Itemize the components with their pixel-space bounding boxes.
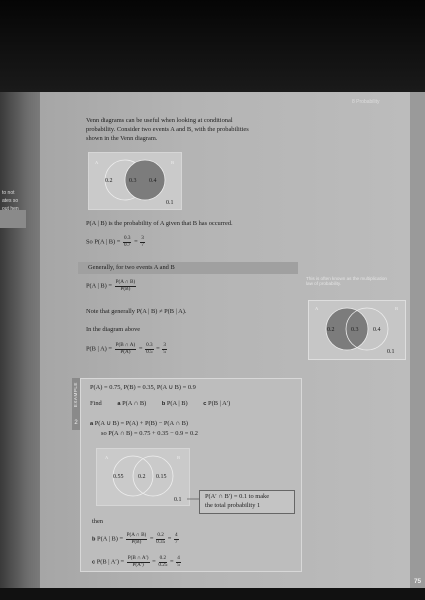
page-number: 75 <box>414 578 422 585</box>
label-b: B <box>395 306 399 311</box>
denominator: 5 <box>177 561 180 568</box>
running-header: 8 Probability <box>352 99 380 105</box>
intro-line: Venn diagrams can be useful when looking at conditional <box>86 117 233 124</box>
solution-b-label: b <box>92 536 96 543</box>
part-c-text: P(B | A′) <box>208 400 231 407</box>
right-page-edge <box>410 92 425 588</box>
note-line: Note that generally P(A | B) ≠ P(B | A). <box>86 308 187 315</box>
solution-c: c P(B | A′) = $\frac{P(B \cap A')}{P(A')}$ = $\frac{0.2}{0.25}$ = $\frac{4}{5}$ <box>92 555 180 568</box>
denominator: P(B) <box>131 538 142 545</box>
part-c-label: c <box>203 401 207 407</box>
part-b-text: P(A | B) <box>166 400 188 407</box>
fraction <box>176 556 181 568</box>
fraction <box>156 533 165 545</box>
fraction <box>127 556 150 568</box>
callout-box <box>199 490 295 514</box>
numerator: 3 <box>163 342 166 348</box>
numerator: P(A ∩ B) <box>126 532 147 538</box>
solution-a-line2: so P(A ∩ B) = 0.75 + 0.35 − 0.9 = 0.2 <box>101 430 198 437</box>
label-b: B <box>177 455 181 460</box>
label-a: A <box>315 306 319 311</box>
general-formula <box>86 280 137 292</box>
numerator: P(B ∩ A′) <box>127 555 149 561</box>
label-a: A <box>105 455 109 460</box>
value-intersection: 0.2 <box>138 474 146 480</box>
numerator: P(B ∩ A) <box>115 342 136 348</box>
denominator: 0.25 <box>158 561 168 568</box>
denominator: 0.7 <box>123 241 131 248</box>
denominator: 7 <box>141 241 144 248</box>
numerator: 0.3 <box>123 235 131 241</box>
so-lhs: So P(A | B) = <box>86 238 121 246</box>
dark-background-bottom <box>0 588 425 600</box>
left-page-edge <box>0 92 40 588</box>
denominator: 5 <box>163 348 166 355</box>
solution-c-label: c <box>92 559 96 566</box>
numerator: 0.2 <box>157 532 164 538</box>
solution-b-lhs: P(A | B) = <box>97 535 124 543</box>
solution-a-text: P(A ∪ B) = P(A) + P(B) − P(A ∩ B) <box>94 420 188 427</box>
numerator: P(A ∩ B) <box>115 279 136 285</box>
value-only-a: 0.2 <box>105 178 113 184</box>
left-page-text: to not <box>2 190 15 196</box>
fraction <box>123 236 131 248</box>
solution-a-line1 <box>90 420 188 428</box>
then-word: then <box>92 518 104 525</box>
definition-text: P(A | B) is the probability of A given that B has occurred. <box>86 220 233 227</box>
solution-a-label: a <box>90 421 94 427</box>
numerator: 4 <box>175 532 178 538</box>
pba-lhs: P(B | A) = <box>86 345 113 353</box>
denominator: P(A′) <box>132 561 144 568</box>
denominator: 7 <box>175 538 178 545</box>
fraction <box>115 343 137 355</box>
side-note: This is often known as the multiplication law of probability. <box>306 276 387 287</box>
intro-line: shown in the Venn diagram. <box>86 135 158 142</box>
value-intersection: 0.3 <box>129 178 137 184</box>
equals: = <box>134 238 138 246</box>
numerator: 0.2 <box>159 555 167 561</box>
left-page-text: out hen <box>2 206 19 212</box>
numerator: 3 <box>141 235 144 241</box>
denominator: 0.5 <box>146 348 153 355</box>
example-number: 2 <box>72 420 80 430</box>
value-only-b: 0.4 <box>149 178 157 184</box>
value-only-a: 0.55 <box>113 474 124 480</box>
fraction <box>145 343 153 355</box>
left-page-tab <box>0 210 26 228</box>
part-a-label: a <box>117 401 121 407</box>
value-outside: 0.1 <box>166 200 174 206</box>
fraction <box>115 280 137 292</box>
label-a: A <box>95 160 99 165</box>
denominator: P(B) <box>120 285 131 292</box>
label-b: B <box>171 160 175 165</box>
intro-line: probability. Consider two events A and B, with the probabilities <box>86 126 249 133</box>
formula-lhs: P(A | B) = <box>86 282 113 290</box>
value-only-b: 0.4 <box>373 327 381 333</box>
value-outside: 0.1 <box>174 497 182 503</box>
denominator: P(A) <box>120 348 131 355</box>
value-only-a: 0.2 <box>327 327 335 333</box>
find-line <box>90 400 230 408</box>
value-only-b: 0.15 <box>156 474 167 480</box>
solution-b: b P(A | B) = $\frac{P(A \cap B)}{P(B)}$ = $\frac{0.2}{0.35}$ = $\frac{4}{7}$ <box>92 532 178 545</box>
part-b-label: b <box>161 401 166 407</box>
fraction <box>174 533 179 545</box>
value-outside: 0.1 <box>387 349 395 355</box>
fraction <box>158 556 167 568</box>
find-word: Find <box>90 400 102 407</box>
solution-c-lhs: P(B | A′) = <box>96 558 125 566</box>
general-heading: Generally, for two events A and B <box>88 264 175 271</box>
fraction <box>126 533 148 545</box>
numerator: 0.3 <box>146 342 153 348</box>
dark-background-top <box>0 0 425 92</box>
numerator: 4 <box>177 555 180 561</box>
pba-line: P(B | A) = $\frac{P(B \cap A)}{P(A)}$ = $\frac{0.3}{0.5}$ = $\frac{3}{5}$ <box>86 342 166 355</box>
left-page-text: ates so <box>2 198 19 204</box>
part-a-text: P(A ∩ B) <box>122 400 147 407</box>
value-intersection: 0.3 <box>351 327 359 333</box>
denominator: 0.35 <box>156 538 166 545</box>
diagram-above: In the diagram above <box>86 326 141 333</box>
venn-diagram-1 <box>88 152 182 210</box>
example-label: EXAMPLE <box>73 382 78 408</box>
venn-diagram-2 <box>308 300 406 360</box>
given-line: P(A) = 0.75, P(B) = 0.35, P(A ∪ B) = 0.9 <box>90 384 196 391</box>
fraction <box>140 236 145 248</box>
callout-line2: the total probability 1 <box>205 502 261 509</box>
callout-line1: P(A′ ∩ B′) = 0.1 to make <box>205 493 270 500</box>
so-line <box>86 236 146 248</box>
fraction <box>162 343 167 355</box>
